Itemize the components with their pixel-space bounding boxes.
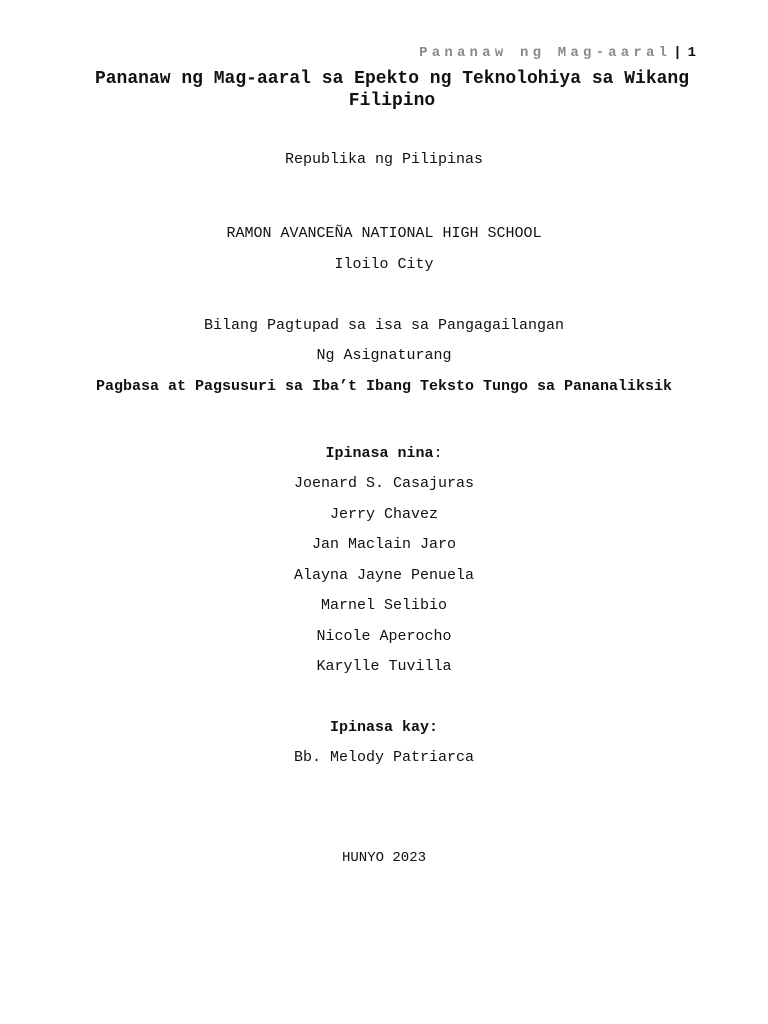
author-name: Alayna Jayne Penuela <box>293 567 475 584</box>
submitted-by-label: Ipinasa nina <box>325 445 434 462</box>
running-header <box>419 45 696 61</box>
teacher-name: Bb. Melody Patriarca <box>293 749 475 766</box>
author-name: Joenard S. Casajuras <box>293 475 475 492</box>
author-name: Karylle Tuvilla <box>316 658 452 675</box>
running-header-title: Pananaw ng Mag-aaral <box>419 45 672 61</box>
author-name: Jerry Chavez <box>329 506 439 523</box>
school-name: RAMON AVANCEÑA NATIONAL HIGH SCHOOL <box>226 225 542 242</box>
city-line: Iloilo City <box>334 256 434 273</box>
subject-title: Pagbasa at Pagsusuri sa Iba’t Ibang Teksto Tungo sa Pananaliksik <box>95 378 673 395</box>
requirement-line-1: Bilang Pagtupad sa isa sa Pangagailangan <box>203 317 565 334</box>
page-number: 1 <box>687 45 696 61</box>
submitted-to-label: Ipinasa kay: <box>329 719 439 736</box>
document-date: HUNYO 2023 <box>341 850 426 866</box>
author-name: Jan Maclain Jaro <box>311 536 457 553</box>
author-name: Marnel Selibio <box>320 597 448 614</box>
country-line: Republika ng Pilipinas <box>284 151 484 168</box>
submitted-by-heading <box>0 445 768 463</box>
document-title: Pananaw ng Mag-aaral sa Epekto ng Teknolohiya sa Wikang Filipino <box>94 69 690 111</box>
running-header-separator: | <box>673 45 682 61</box>
author-name: Nicole Aperocho <box>316 628 452 645</box>
submitted-by-colon: : <box>433 445 443 462</box>
requirement-line-2: Ng Asignaturang <box>316 347 452 364</box>
